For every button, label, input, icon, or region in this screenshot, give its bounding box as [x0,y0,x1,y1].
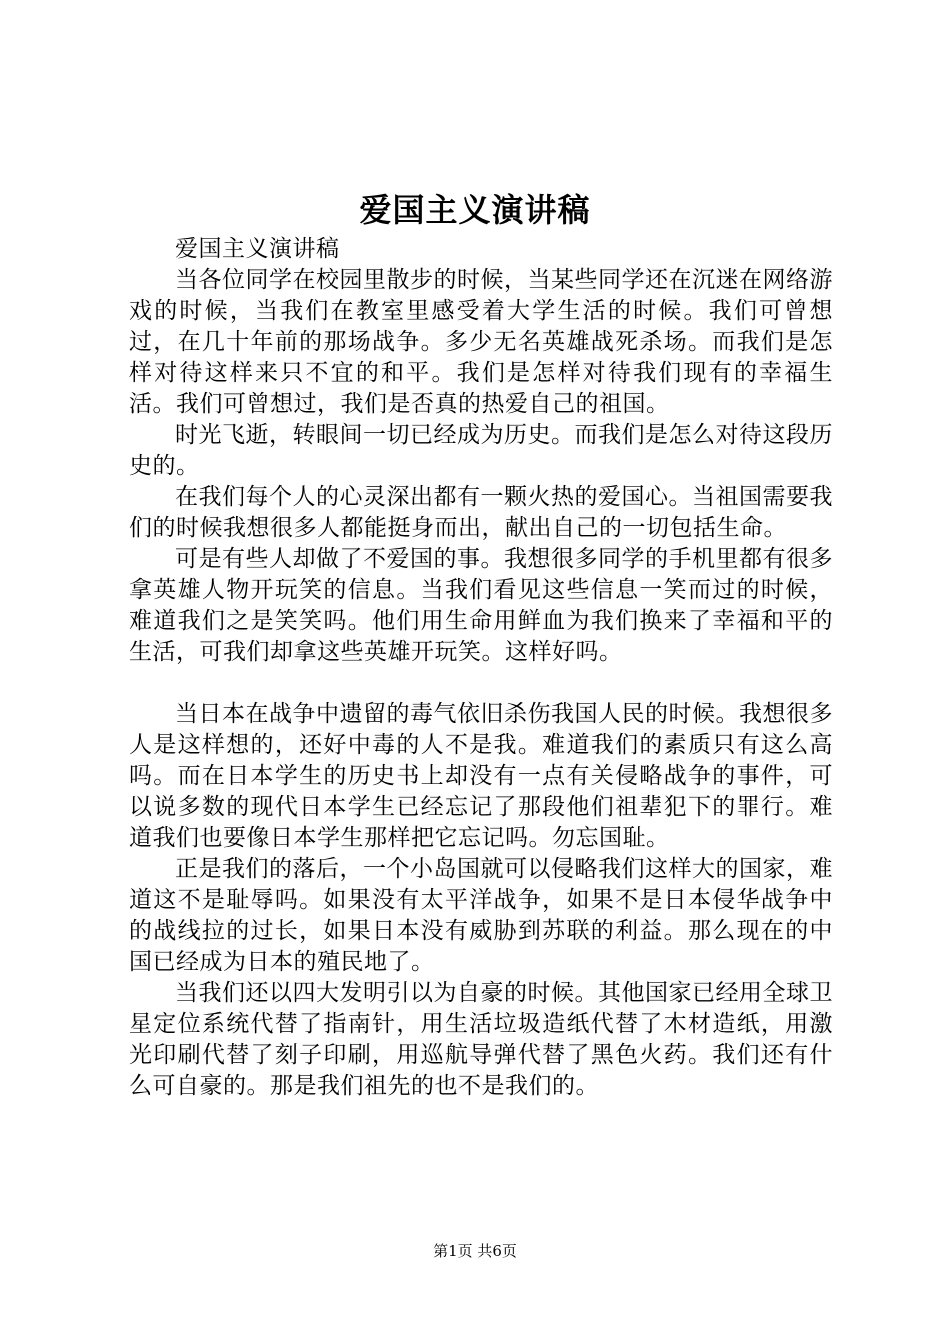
paragraph-heading: 爱国主义演讲稿 [175,236,340,262]
paragraph: 当我们还以四大发明引以为自豪的时候。其他国家已经用全球卫星定位系统代替了指南针，用生活垃圾造纸代替了木材造纸，用激光印刷代替了刻子印刷，用巡航导弹代替了黑色火药。我们还有什么可自豪的。那是我们祖先的也不是我们的。 [129,980,833,1099]
paragraph: 时光飞逝，转眼间一切已经成为历史。而我们是怎么对待这段历史的。 [129,422,833,479]
paragraph: 当日本在战争中遗留的毒气依旧杀伤我国人民的时候。我想很多人是这样想的，还好中毒的人不是我。难道我们的素质只有这么高吗。而在日本学生的历史书上却没有一点有关侵略战争的事件，可以说多数的现代日本学生已经忘记了那段他们祖辈犯下的罪行。难道我们也要像日本学生那样把它忘记吗。勿忘国耻。 [129,701,833,851]
paragraph: 当各位同学在校园里散步的时候，当某些同学还在沉迷在网络游戏的时候，当我们在教室里感受着大学生活的时候。我们可曾想过，在几十年前的那场战争。多少无名英雄战死杀场。而我们是怎样对待这样来只不宜的和平。我们是怎样对待我们现有的幸福生活。我们可曾想过，我们是否真的热爱自己的祖国。 [129,267,833,417]
paragraph: 正是我们的落后，一个小岛国就可以侵略我们这样大的国家，难道这不是耻辱吗。如果没有太平洋战争，如果不是日本侵华战争中的战线拉的过长，如果日本没有威胁到苏联的利益。那么现在的中国已经成为日本的殖民地了。 [129,856,833,975]
paragraph: 可是有些人却做了不爱国的事。我想很多同学的手机里都有很多拿英雄人物开玩笑的信息。当我们看见这些信息一笑而过的时候，难道我们之是笑笑吗。他们用生命用鲜血为我们换来了幸福和平的生活，可我们却拿这些英雄开玩笑。这样好吗。 [129,546,833,665]
document-title: 爱国主义演讲稿 [359,191,591,229]
document-body [129,234,833,1102]
page-number-footer: 第1页 共6页 [433,1242,517,1260]
paragraph: 在我们每个人的心灵深出都有一颗火热的爱国心。当祖国需要我们的时候我想很多人都能挺身而出，献出自己的一切包括生命。 [129,484,833,541]
